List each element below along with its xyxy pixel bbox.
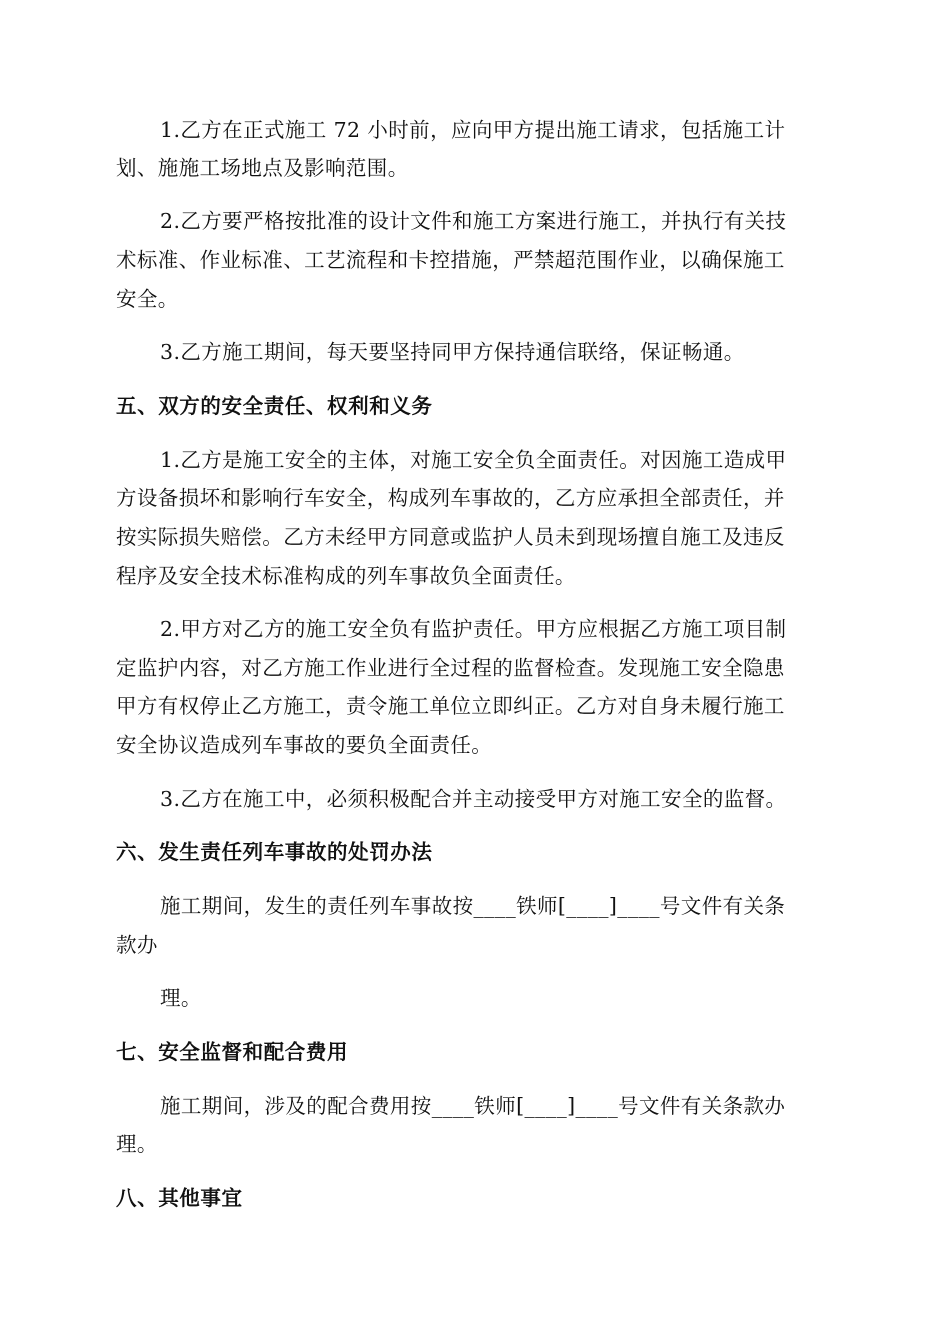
paragraph-5-2-line-4: 安全协议造成列车事故的要负全面责任。 [116, 733, 493, 757]
section-heading-8: 八、其他事宜 [116, 1186, 243, 1210]
paragraph-6-line-2: 款办 [116, 933, 158, 957]
paragraph-2-line-2: 术标准、作业标准、工艺流程和卡控措施，严禁超范围作业，以确保施工 [116, 248, 785, 272]
paragraph-7-line-1: 施工期间，涉及的配合费用按____铁师[____]____号文件有关条款办 [160, 1094, 786, 1118]
paragraph-7-line-2: 理。 [116, 1132, 158, 1156]
paragraph-3-line-1: 3.乙方施工期间，每天要坚持同甲方保持通信联络，保证畅通。 [160, 340, 745, 364]
paragraph-6-continuation: 理。 [160, 986, 202, 1010]
paragraph-6-line-1: 施工期间，发生的责任列车事故按____铁师[____]____号文件有关条 [160, 894, 786, 918]
paragraph-5-1-line-4: 程序及安全技术标准构成的列车事故负全面责任。 [116, 564, 576, 588]
paragraph-5-3-line-1: 3.乙方在施工中，必须积极配合并主动接受甲方对施工安全的监督。 [160, 787, 787, 811]
paragraph-2-line-3: 安全。 [116, 287, 179, 311]
paragraph-5-1-line-1: 1.乙方是施工安全的主体，对施工安全负全面责任。对因施工造成甲 [160, 448, 787, 472]
paragraph-1-line-2: 划、施施工场地点及影响范围。 [116, 156, 409, 180]
paragraph-5-2-line-3: 甲方有权停止乙方施工，责令施工单位立即纠正。乙方对自身未履行施工 [116, 694, 785, 718]
paragraph-5-2-line-1: 2.甲方对乙方的施工安全负有监护责任。甲方应根据乙方施工项目制 [160, 617, 787, 641]
paragraph-5-1-line-2: 方设备损坏和影响行车安全，构成列车事故的，乙方应承担全部责任，并 [116, 486, 785, 510]
paragraph-5-1-line-3: 按实际损失赔偿。乙方未经甲方同意或监护人员未到现场擅自施工及违反 [116, 525, 785, 549]
section-heading-6: 六、发生责任列车事故的处罚办法 [116, 840, 433, 864]
paragraph-2-line-1: 2.乙方要严格按批准的设计文件和施工方案进行施工，并执行有关技 [160, 209, 787, 233]
section-heading-5: 五、双方的安全责任、权利和义务 [116, 394, 433, 418]
section-heading-7: 七、安全监督和配合费用 [116, 1040, 349, 1064]
paragraph-5-2-line-2: 定监护内容，对乙方施工作业进行全过程的监督检查。发现施工安全隐患 [116, 656, 785, 680]
paragraph-1-line-1: 1.乙方在正式施工 72 小时前，应向甲方提出施工请求，包括施工计 [160, 118, 786, 142]
